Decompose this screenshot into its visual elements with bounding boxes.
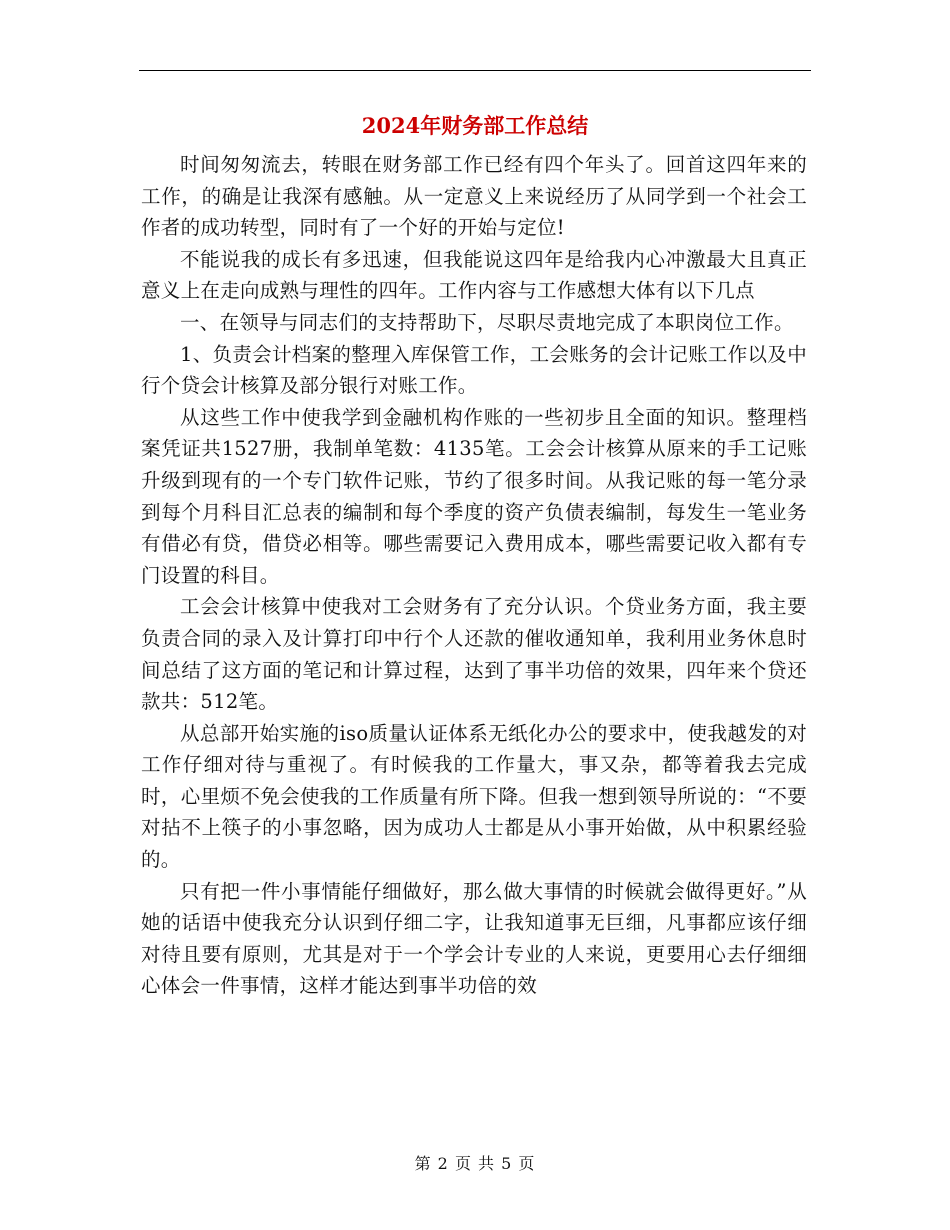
paragraph-7: 从总部开始实施的iso质量认证体系无纸化办公的要求中，使我越发的对工作仔细对待与重视了。有时候我的工作量大，事又杂，都等着我去完成时，心里烦不免会使我的工作质量有所下降。但我一想到领导所说的：“不要对拈不上筷子的小事忽略，因为成功人士都是从小事开始做，从中积累经验的。 — [141, 721, 807, 872]
paragraph-6: 工会会计核算中使我对工会财务有了充分认识。个贷业务方面，我主要负责合同的录入及计算打印中行个人还款的催收通知单，我利用业务休息时间总结了这方面的笔记和计算过程，达到了事半功倍的效果，四年来个贷还款共：512笔。 — [141, 595, 807, 714]
paragraph-3: 一、在领导与同志们的支持帮助下，尽职尽责地完成了本职岗位工作。 — [180, 310, 794, 334]
document-title: 2024年财务部工作总结 — [361, 113, 589, 138]
page-number-footer: 第 2 页 共 5 页 — [414, 1154, 536, 1173]
document-body — [141, 149, 807, 1002]
paragraph-8: 只有把一件小事情能仔细做好，那么做大事情的时候就会做得更好。”从她的话语中使我充分认识到仔细二字，让我知道事无巨细，凡事都应该仔细对待且要有原则，尤其是对于一个学会计专业的人来说，更要用心去仔细细心体会一件事情，这样才能达到事半功倍的效 — [141, 879, 807, 998]
paragraph-2: 不能说我的成长有多迅速，但我能说这四年是给我内心冲激最大且真正意义上在走向成熟与理性的四年。工作内容与工作感想大体有以下几点 — [141, 247, 807, 303]
paragraph-5: 从这些工作中使我学到金融机构作账的一些初步且全面的知识。整理档案凭证共1527册，我制单笔数：4135笔。工会会计核算从原来的手工记账升级到现有的一个专门软件记账，节约了很多时间。从我记账的每一笔分录到每个月科目汇总表的编制和每个季度的资产负债表编制，每发生一笔业务有借必有贷，借贷必相等。哪些需要记入费用成本，哪些需要记收入都有专门设置的科目。 — [141, 405, 807, 587]
paragraph-4: 1、负责会计档案的整理入库保管工作，工会账务的会计记账工作以及中行个贷会计核算及部分银行对账工作。 — [141, 342, 807, 398]
header-rule — [139, 70, 811, 71]
paragraph-1: 时间匆匆流去，转眼在财务部工作已经有四个年头了。回首这四年来的工作，的确是让我深有感触。从一定意义上来说经历了从同学到一个社会工作者的成功转型，同时有了一个好的开始与定位! — [141, 153, 807, 240]
